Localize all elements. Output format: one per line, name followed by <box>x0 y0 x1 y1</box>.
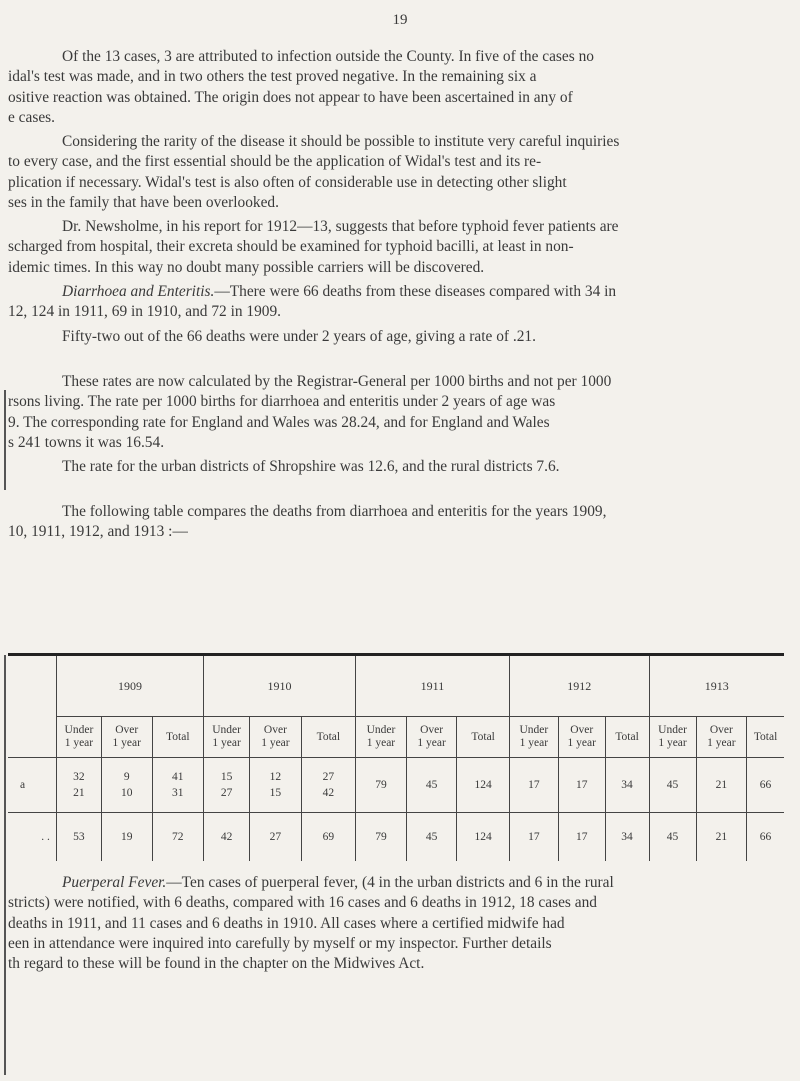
paragraph-newsholme: Dr. Newsholme, in his report for 1912—13, suggests that before typhoid fever patients are scharged from hospital, their excreta should be examined for typhoid bacilli, at least in non- idemic times. In this way no doubt many possible carriers will be discovered. <box>8 218 619 276</box>
table-cell: 34 <box>605 758 649 813</box>
table-cell: 124 <box>457 758 509 813</box>
row-label: a <box>20 779 26 791</box>
table-cell: 45 <box>406 758 457 813</box>
table-row <box>8 758 784 813</box>
table-cell: 27 <box>250 813 302 862</box>
table-cell: 17 <box>509 758 558 813</box>
col-header-under: Under 1 year <box>56 717 101 758</box>
col-header-total: Total <box>605 717 649 758</box>
table-cell: 79 <box>356 813 407 862</box>
paragraph-widal-test: Considering the rarity of the disease it should be possible to institute very careful inquiries to every case, and the first essential should be the application of Widal's test and its re- plication if necessary. Widal's test is also often of considerable use in detecting other slight ses in the family that have been overlooked. <box>8 133 620 211</box>
table-cell: 21 <box>696 758 747 813</box>
col-header-under: Under 1 year <box>509 717 558 758</box>
paragraph-urban-rural: The rate for the urban districts of Shropshire was 12.6, and the rural districts 7.6. <box>62 458 560 475</box>
section-heading-diarrhoea: Diarrhoea and Enteritis. <box>62 283 215 300</box>
paragraph-table-intro: The following table compares the deaths from diarrhoea and enteritis for the years 1909, 10, 1911, 1912, and 1913 :— <box>8 503 607 541</box>
year-header: 1909 <box>56 655 203 717</box>
page-number: 19 <box>392 12 408 28</box>
table-cell: 17 <box>558 758 605 813</box>
col-header-over: Over 1 year <box>101 717 152 758</box>
table-cell: 45 <box>649 813 696 862</box>
year-header: 1913 <box>649 655 784 717</box>
table-cell: 17 <box>509 813 558 862</box>
col-header-under: Under 1 year <box>649 717 696 758</box>
table-cell: 72 <box>152 813 204 862</box>
table-cell: 42 <box>204 813 250 862</box>
table-cell: 53 <box>56 813 101 862</box>
deaths-comparison-table <box>8 653 784 861</box>
table-cell: 17 <box>558 813 605 862</box>
table-cell: 12 15 <box>250 758 302 813</box>
col-header-over: Over 1 year <box>406 717 457 758</box>
paragraph-typhoid-cases: Of the 13 cases, 3 are attributed to infection outside the County. In five of the cases no idal's test was made, and in two others the test proved negative. In the remaining six a ositive reaction was obtained. The origin does not appear to have been ascertained in any of e cases. <box>8 48 594 126</box>
col-header-over: Over 1 year <box>558 717 605 758</box>
col-header-over: Over 1 year <box>250 717 302 758</box>
col-header-total: Total <box>747 717 784 758</box>
table-cell: 27 42 <box>301 758 355 813</box>
table-cell: 19 <box>101 813 152 862</box>
table-cell: 69 <box>301 813 355 862</box>
margin-rule <box>4 655 6 1075</box>
year-header: 1910 <box>204 655 356 717</box>
table-cell: 45 <box>649 758 696 813</box>
table-cell: 41 31 <box>152 758 204 813</box>
table-cell: 45 <box>406 813 457 862</box>
year-header: 1911 <box>356 655 510 717</box>
table-cell: 124 <box>457 813 509 862</box>
col-header-total: Total <box>152 717 204 758</box>
col-header-total: Total <box>457 717 509 758</box>
paragraph-rates: These rates are now calculated by the Registrar-General per 1000 births and not per 1000 rsons living. The rate per 1000 births for diarrhoea and enteritis under 2 years of age was 9. The corresponding rate for England and Wales was 28.24, and for England and Wales s 241 towns it was 16.54. <box>8 373 612 451</box>
row-label: . . <box>8 813 56 862</box>
table-cell: 66 <box>747 813 784 862</box>
table-cell: 34 <box>605 813 649 862</box>
year-header: 1912 <box>509 655 649 717</box>
paragraph-fifty-two: Fifty-two out of the 66 deaths were under 2 years of age, giving a rate of .21. <box>62 328 536 345</box>
col-header-under: Under 1 year <box>204 717 250 758</box>
table-cell: 21 <box>696 813 747 862</box>
col-header-under: Under 1 year <box>356 717 407 758</box>
paragraph-puerperal-fever: Puerperal Fever.—Ten cases of puerperal fever, (4 in the urban districts and 6 in the rural stricts) were notified, with 6 deaths, compared with 16 cases and 6 deaths in 1912, 18 cases and deaths in 1911, and 11 cases and 6 deaths in 1910. All cases where a certified midwife had een in attendance were inquired into carefully by myself or my inspector. Further details th regard to these will be found in the chapter on the Midwives Act. <box>8 874 614 973</box>
col-header-total: Total <box>301 717 355 758</box>
table-cell: 15 27 <box>204 758 250 813</box>
col-header-over: Over 1 year <box>696 717 747 758</box>
table-cell: 66 <box>747 758 784 813</box>
paragraph-diarrhoea: Diarrhoea and Enteritis.—There were 66 deaths from these diseases compared with 34 in 12, 124 in 1911, 69 in 1910, and 72 in 1909. <box>8 283 617 321</box>
table-cell: 32 21 <box>56 758 101 813</box>
table-cell: 9 10 <box>101 758 152 813</box>
table-row-totals <box>8 813 784 862</box>
table-cell: 79 <box>356 758 407 813</box>
section-heading-puerperal: Puerperal Fever. <box>62 874 167 891</box>
